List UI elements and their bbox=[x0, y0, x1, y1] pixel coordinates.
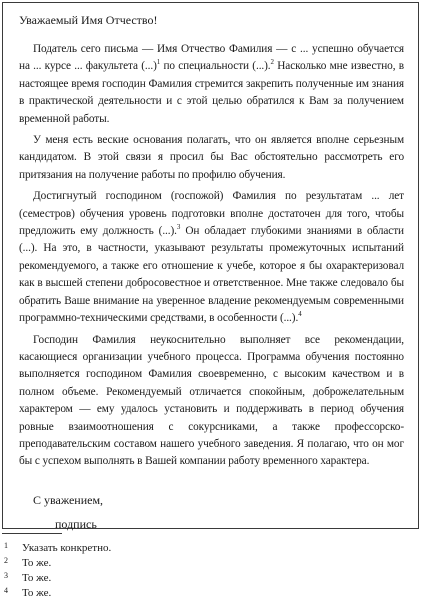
paragraph-intro-text-a: Податель сего письма — Имя Отчество Фамилия — с ... успешно обучается на ... курсе ... факультета (...) bbox=[19, 43, 404, 73]
paragraph-qualifications-text-b: Он обладает глубокими знаниями в области (...). На это, в частности, указывают результаты промежуточных испытаний рекомендуемого, а также его отношение к учебе, которое я бы охарактеризовал как в высшей степени добросовестное и ответственное. Мне также следовало бы обратить Ваше внимание на уверенное владение рекомендуемым современными программно-техническими средствами, в особенности (...). bbox=[19, 225, 405, 325]
paragraph-qualifications bbox=[19, 188, 404, 327]
footnote-text: То же. bbox=[22, 557, 52, 569]
footnote-ref-4: 4 bbox=[298, 310, 302, 319]
footnote-text: То же. bbox=[22, 587, 52, 599]
closing-phrase: С уважением, bbox=[33, 492, 104, 507]
paragraph-qualifications-text-a: Достигнутый господином (госпожой) Фамилия по результатам ... лет (семестров) обучения уровень подготовки вполне достаточен для того, чтобы предложить ему должность (...). bbox=[19, 190, 404, 238]
paragraph-intro-text-c: Насколько мне известно, в настоящее время господин Фамилия стремится закрепить полученные им знания в практической деятельности и с этой целью обратился к Вам за получением временной работы. bbox=[19, 60, 404, 125]
footnote-text: То же. bbox=[22, 572, 52, 584]
footnote-item bbox=[4, 541, 404, 556]
footnote-ref-2: 2 bbox=[270, 58, 274, 67]
footnote-item bbox=[4, 586, 404, 601]
footnote-ref-3: 3 bbox=[176, 223, 181, 232]
salutation: Уважаемый Имя Отчество! bbox=[19, 13, 158, 27]
footnote-item bbox=[4, 571, 404, 586]
signature: подпись bbox=[55, 516, 97, 531]
footnote-text: Указать конкретно. bbox=[22, 542, 112, 554]
footnote-number: 3 bbox=[4, 571, 8, 580]
footnote-number: 2 bbox=[4, 556, 8, 565]
footnote-ref-1: 1 bbox=[156, 58, 161, 67]
paragraph-candidate: У меня есть веские основания полагать, что он является вполне серьезным кандидатом. В этой связи я просил бы Вас обстоятельно рассмотреть его притязания на получение работы по профилю обучения. bbox=[19, 134, 404, 181]
footnote-item bbox=[4, 556, 404, 571]
paragraph-conduct: Господин Фамилия неукоснительно выполняет все рекомендации, касающиеся организации учебного процесса. Программа обучения постоянно выполняется господином Фамилия своевременно, с высоким качеством и в полном объеме. Рекомендуемый отличается спокойным, доброжелательным характером — ему удалось установить и поддерживать в период обучения ровные взаимоотношения с сокурсниками, а также профессорско-преподавательским составом нашего учебного заведения. Я полагаю, что он мог бы с успехом выполнять в Вашей компании работу временного характера. bbox=[19, 333, 404, 468]
footnote-number: 1 bbox=[4, 541, 8, 550]
footnotes-list bbox=[4, 541, 404, 601]
paragraph-intro bbox=[19, 41, 404, 128]
footnote-divider bbox=[2, 533, 62, 534]
paragraph-intro-text-b: по специальности (...). bbox=[160, 60, 271, 73]
letter-frame bbox=[2, 2, 419, 529]
footnote-number: 4 bbox=[4, 586, 8, 595]
